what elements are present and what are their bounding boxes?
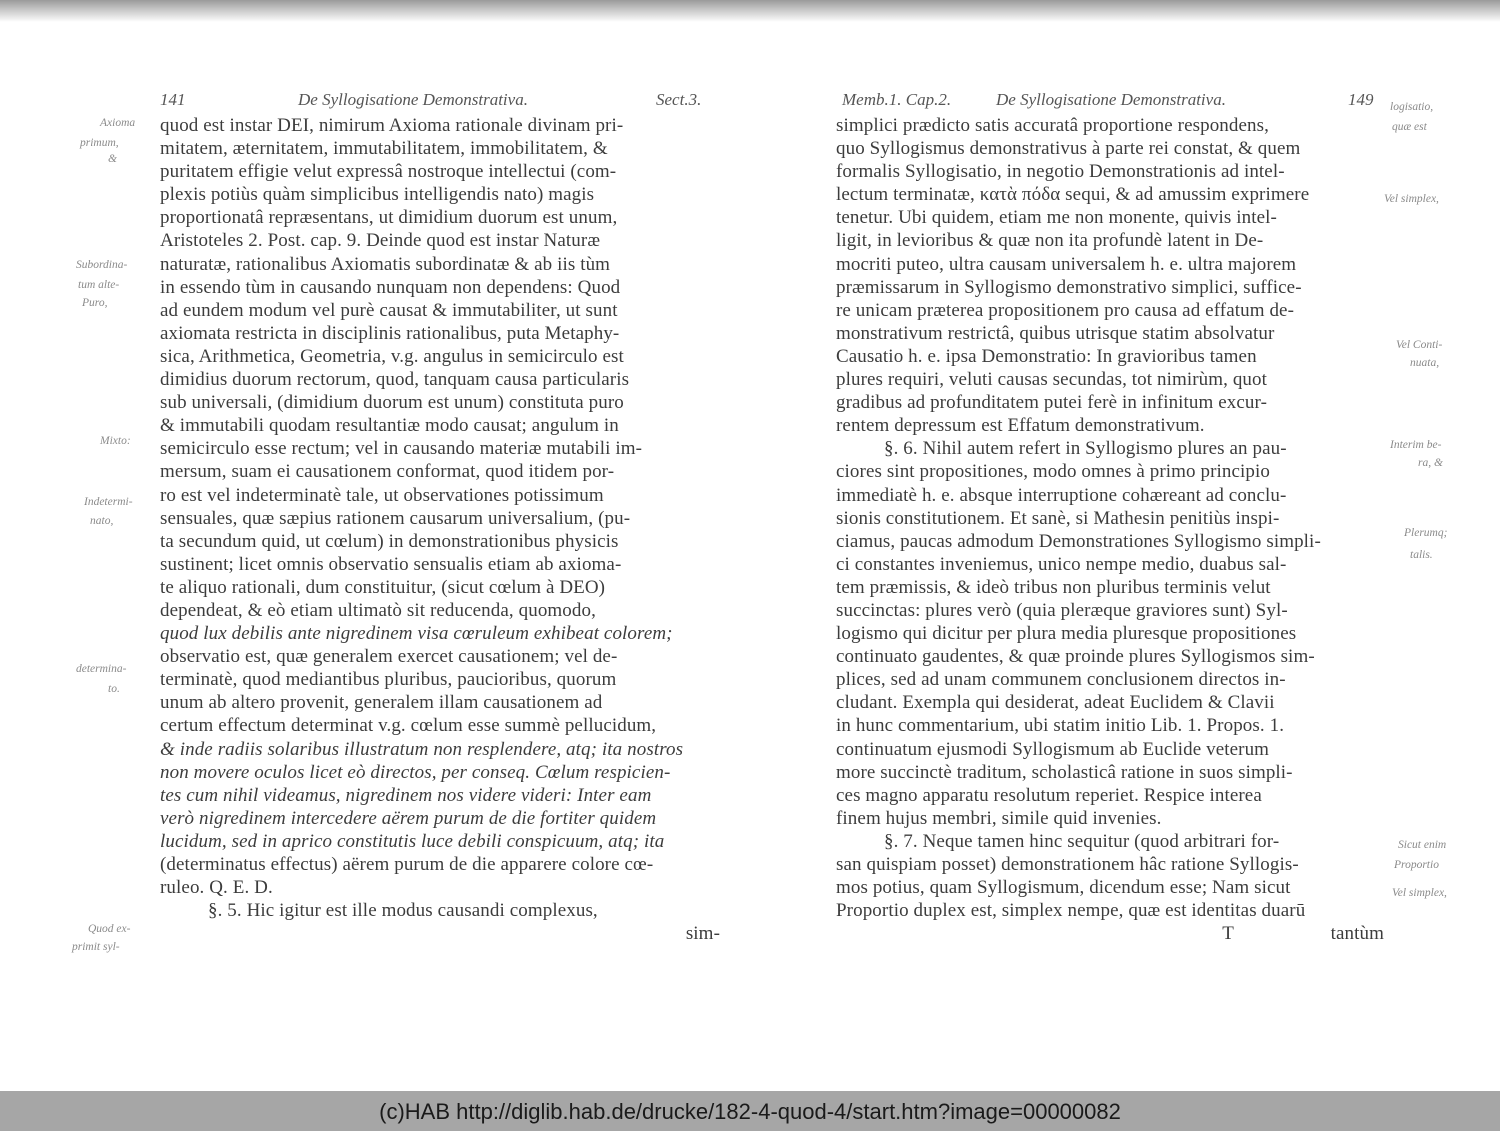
text-line: san quispiam posset) demonstrationem hâc ratione Syllogis- — [836, 854, 1299, 875]
signature-and-catchword: T tantùm — [1222, 923, 1384, 945]
text-line: ta secundum quid, ut cœlum) in demonstrationibus physicis — [160, 530, 619, 552]
margin-note: Interim be- — [1390, 439, 1442, 451]
text-line: certum effectum determinat v.g. cœlum esse summè pellucidum, — [160, 715, 657, 737]
margin-note: Subordina- — [76, 259, 128, 271]
right-running-title: De Syllogisatione Demonstrativa. — [996, 90, 1226, 109]
text-line: quod est instar DEI, nimirum Axioma rationale divinam pri- — [160, 115, 624, 136]
text-line: quod lux debilis ante nigredinem visa cœruleum exhibeat colorem; — [160, 623, 673, 645]
text-line: finem hujus membri, simile quid invenies. — [836, 807, 1162, 829]
text-line: plures requiri, veluti causas secundas, tot nimirùm, quot — [836, 369, 1268, 391]
section-heading-line: §. 7. Neque tamen hinc sequitur (quod arbitrari for- — [884, 830, 1280, 852]
text-line: logismo qui dicitur per plura media pluresque propositiones — [836, 623, 1297, 645]
right-section-label: Memb.1. Cap.2. — [842, 90, 952, 109]
text-line: dimidius duorum rectorum, quod, tanquam causa particularis — [160, 369, 630, 391]
text-line: unum ab altero provenit, generalem illam causationem ad — [160, 692, 603, 714]
margin-note: logisatio, — [1390, 101, 1434, 113]
text-line: tenetur. Ubi quidem, etiam me non monente, quivis intel- — [836, 207, 1277, 229]
text-line: ciamus, paucas admodum Demonstrationes Syllogismo simpli- — [836, 530, 1321, 552]
text-line: ad eundem modum vel purè causat & immutabiliter, ut sunt — [160, 299, 618, 321]
text-line: quo Syllogismus demonstrativus à parte rei constat, & quem — [836, 138, 1301, 160]
margin-note: ra, & — [1418, 457, 1443, 469]
right-page-text — [836, 114, 1384, 945]
text-line: re unicam præterea propositionem pro causa ad effatum de- — [836, 299, 1295, 321]
text-line: & inde radiis solaribus illustratum non resplendere, atq; ita nostros — [160, 738, 684, 760]
margin-note: nato, — [90, 515, 114, 527]
text-line: more succinctè traditum, scholasticâ ratione in suos simpli- — [836, 761, 1293, 783]
text-line: observatio est, quæ generalem exercet causationem; vel de- — [160, 646, 618, 668]
section-heading-line: §. 5. Hic igitur est ille modus causandi complexus, — [208, 900, 598, 922]
text-line: cludant. Exempla qui desiderat, adeat Euclidem & Clavii — [836, 692, 1275, 714]
copyright-footer — [0, 1091, 1500, 1131]
text-line: sensuales, quæ sæpius rationem causarum universalium, (pu- — [160, 507, 631, 529]
text-line: ciores sint propositiones, modo omnes à primo principio — [836, 461, 1271, 483]
text-line: non movere oculos licet eò directos, per conseq. Cœlum respicien- — [160, 761, 671, 783]
text-line: simplici prædicto satis accuratâ proportione respondens, — [836, 115, 1269, 136]
text-line: succinctas: plures verò (quia pleræque graviores sunt) Syl- — [836, 599, 1288, 621]
margin-note: Plerumq; — [1404, 527, 1448, 539]
margin-note: primum, — [80, 137, 119, 149]
margin-note: talis. — [1410, 549, 1433, 561]
text-line: axiomata restricta in disciplinis rationalibus, puta Metaphy- — [160, 322, 620, 344]
text-line: Proportio duplex est, simplex nempe, quæ est identitas duarū — [836, 900, 1306, 922]
text-line: mocriti puteo, ultra causam universalem h. e. ultra majorem — [836, 253, 1297, 275]
text-line: proportionatâ repræsentans, ut dimidium duorum est unum, — [160, 207, 618, 229]
margin-note: Puro, — [82, 297, 108, 309]
margin-note: Vel Conti- — [1396, 339, 1443, 351]
margin-note: tum alte- — [78, 279, 120, 291]
text-line: in hunc commentarium, ubi statim initio Lib. 1. Propos. 1. — [836, 715, 1285, 737]
left-section-label: Sect.3. — [656, 90, 702, 109]
text-line: semicirculo esse rectum; vel in causando materiæ mutabili im- — [160, 438, 643, 460]
margin-note: Mixto: — [100, 435, 131, 447]
text-line: plices, sed ad unam communem conclusionem directos in- — [836, 669, 1286, 691]
text-line: puritatem effigie velut expressâ nostroque intellectui (com- — [160, 161, 617, 183]
text-line: mos potius, quam Syllogismum, dicendum esse; Nam sicut — [836, 877, 1291, 899]
text-line: rentem depressum est Effatum demonstrativum. — [836, 415, 1205, 437]
margin-note: to. — [108, 683, 120, 695]
text-line: immediatè h. e. absque interruptione cohæreant ad conclu- — [836, 484, 1287, 506]
left-page — [160, 84, 720, 945]
text-line: ligit, in levioribus & quæ non ita profundè latent in De- — [836, 230, 1264, 252]
text-line: Causatio h. e. ipsa Demonstratio: In gravioribus tamen — [836, 345, 1257, 367]
text-line: continuatum ejusmodi Syllogismum ab Euclide veterum — [836, 738, 1270, 760]
text-line: plexis potiùs quàm simplicibus intelligendis nato) magis — [160, 184, 595, 206]
text-line: sustinent; licet omnis observatio sensualis etiam ab axioma- — [160, 553, 622, 575]
text-line: (determinatus effectus) aërem purum de die apparere colore cœ- — [160, 854, 654, 875]
margin-note: Sicut enim — [1398, 839, 1447, 851]
text-line: mitatem, æternitatem, immutabilitatem, immobilitatem, & — [160, 138, 608, 160]
scan-top-edge — [0, 0, 1500, 22]
text-line: verò nigredinem intercedere aërem purum de die fortiter quidem — [160, 807, 657, 829]
text-line: ces magno apparatu resolutum reperiet. Respice interea — [836, 784, 1262, 806]
text-line: te aliquo rationali, dum constituitur, (sicut cœlum à DEO) — [160, 576, 606, 598]
left-page-text — [160, 114, 720, 945]
margin-note: Indetermi- — [84, 496, 133, 508]
text-line: ruleo. Q. E. D. — [160, 877, 273, 899]
text-line: sica, Arithmetica, Geometria, v.g. angulus in semicirculo est — [160, 345, 624, 367]
section-heading-line: §. 6. Nihil autem refert in Syllogismo plures an pau- — [884, 438, 1287, 460]
left-page-header — [160, 84, 720, 110]
text-line: gradibus ad profunditatem putei ferè in infinitum excur- — [836, 392, 1268, 414]
text-line: formalis Syllogisatio, in negotio Demonstrationis ad intel- — [836, 161, 1285, 183]
right-page-header — [836, 84, 1384, 110]
margin-note: primit syl- — [72, 941, 120, 953]
text-line: naturatæ, rationalibus Axiomatis subordinatæ & ab iis tùm — [160, 253, 611, 275]
text-line: continuato gaudentes, & quæ proinde plures Syllogismos sim- — [836, 646, 1315, 668]
right-page — [836, 84, 1384, 945]
text-line: dependeat, & eò etiam ultimatò sit reducenda, quomodo, — [160, 599, 596, 621]
text-line: Aristoteles 2. Post. cap. 9. Deinde quod est instar Naturæ — [160, 230, 601, 252]
text-line: lucidum, sed in aprico constitutis luce debili conspicuum, atq; ita — [160, 830, 665, 852]
right-page-number: 149 — [1348, 90, 1374, 109]
footer-source-url: (c)HAB http://diglib.hab.de/drucke/182-4-quod-4/start.htm?image=00000082 — [379, 1099, 1121, 1124]
catchword: sim- — [685, 923, 720, 945]
text-line: ro est vel indeterminatè tale, ut observationes potissimum — [160, 484, 604, 506]
margin-note: nuata, — [1410, 357, 1440, 369]
margin-note: Proportio — [1394, 859, 1439, 871]
margin-note: Vel simplex, — [1384, 193, 1439, 205]
text-line: sionis constitutionem. Et sanè, si Mathesin penitiùs inspi- — [836, 507, 1280, 529]
text-line: lectum terminatæ, κατὰ πόδα sequi, & ad amussim exprimere — [836, 184, 1310, 206]
text-line: præmissarum in Syllogismo demonstrativo simplici, suffice- — [836, 276, 1302, 298]
margin-note: Vel simplex, — [1392, 887, 1447, 899]
text-line: tes cum nihil videamus, nigredinem nos videre videri: Inter eam — [160, 784, 652, 806]
text-line: ci constantes inveniemus, unico nempe medio, duabus sal- — [836, 553, 1287, 575]
margin-note: determina- — [76, 663, 127, 675]
margin-note: quæ est — [1392, 121, 1427, 133]
text-line: & immutabili quodam resultantiæ modo causat; angulum in — [160, 415, 619, 437]
text-line: mersum, suam ei causationem conformat, quod itidem por- — [160, 461, 615, 483]
left-page-number: 141 — [160, 90, 186, 109]
text-line: terminatè, quod mediantibus pluribus, paucioribus, quorum — [160, 669, 617, 691]
margin-note: Axioma — [100, 117, 136, 129]
margin-note: Quod ex- — [88, 923, 131, 935]
text-line: tem præmissis, & ideò tribus non pluribus terminis velut — [836, 576, 1271, 598]
text-line: monstrativum restrictâ, quibus utrisque statim absolvatur — [836, 322, 1275, 344]
left-running-title: De Syllogisatione Demonstrativa. — [298, 90, 528, 109]
text-line: in essendo tùm in causando nunquam non dependens: Quod — [160, 276, 621, 298]
text-line: sub universali, (dimidium duorum est unum) constituta puro — [160, 392, 624, 414]
margin-note: & — [108, 153, 117, 165]
